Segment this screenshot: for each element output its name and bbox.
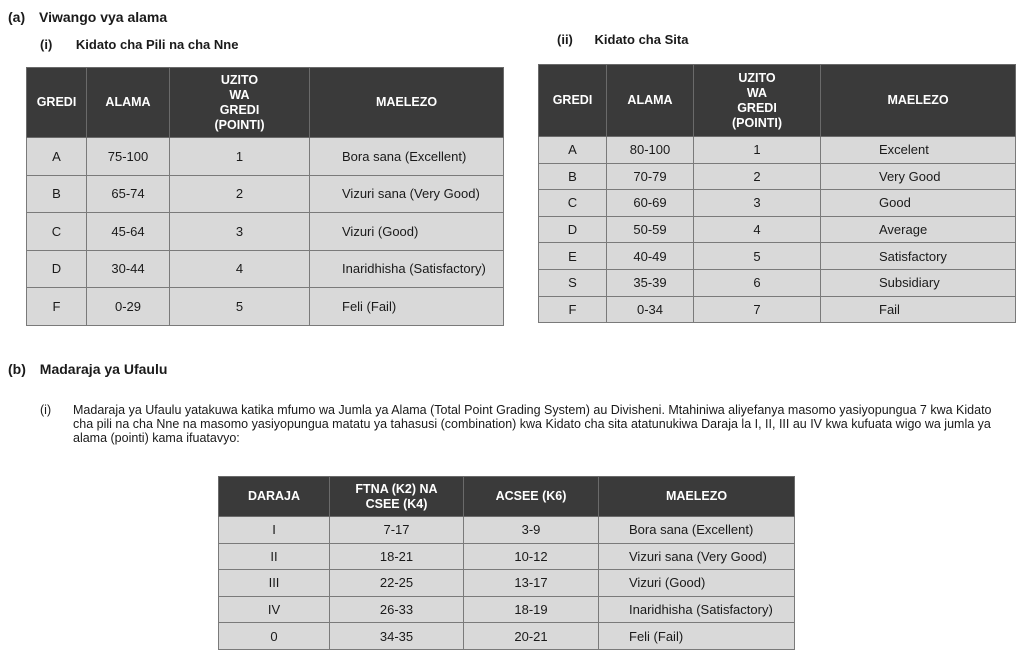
cell-marks: 45-64 [87, 213, 170, 251]
subsection-ii-title: Kidato cha Sita [594, 32, 689, 47]
table-row [219, 570, 795, 597]
cell-ftna-csee-range: 22-25 [330, 570, 464, 597]
cell-ftna-csee-range: 18-21 [330, 543, 464, 570]
table-row [219, 543, 795, 570]
section-a-label: (a) [8, 9, 26, 25]
cell-grade: C [539, 190, 607, 217]
header-ftna-line: CSEE (K4) [365, 496, 428, 511]
cell-marks: 0-29 [87, 288, 170, 326]
cell-grade: D [539, 216, 607, 243]
grade-table-form-6 [538, 64, 1016, 323]
header-uzito [694, 65, 821, 137]
cell-marks: 30-44 [87, 250, 170, 288]
table-row [539, 269, 1016, 296]
cell-grade: B [27, 175, 87, 213]
cell-description: Fail [821, 296, 1016, 323]
cell-description: Satisfactory [821, 243, 1016, 270]
table-row [219, 623, 795, 650]
cell-points: 3 [170, 213, 310, 251]
cell-points: 2 [694, 163, 821, 190]
section-b-label: (b) [8, 361, 26, 377]
cell-ftna-csee-range: 26-33 [330, 596, 464, 623]
header-gredi: GREDI [539, 65, 607, 137]
table-row [219, 596, 795, 623]
subsection-ii-heading [557, 32, 688, 47]
cell-marks: 75-100 [87, 138, 170, 176]
cell-description: Subsidiary [821, 269, 1016, 296]
cell-points: 1 [170, 138, 310, 176]
cell-marks: 70-79 [607, 163, 694, 190]
header-maelezo: MAELEZO [599, 477, 795, 517]
table-row [27, 288, 504, 326]
cell-division: I [219, 517, 330, 544]
paragraph-line: alama (pointi) kama ifuatavyo: [73, 431, 240, 445]
cell-description: Vizuri (Good) [599, 570, 795, 597]
header-uzito-line: (POINTI) [732, 115, 782, 130]
header-daraja: DARAJA [219, 477, 330, 517]
cell-acsee-range: 3-9 [464, 517, 599, 544]
cell-description: Vizuri sana (Very Good) [310, 175, 504, 213]
cell-ftna-csee-range: 7-17 [330, 517, 464, 544]
header-uzito-line: (POINTI) [214, 117, 265, 132]
cell-points: 2 [170, 175, 310, 213]
subsection-i-title: Kidato cha Pili na cha Nne [75, 37, 239, 52]
cell-description: Bora sana (Excellent) [599, 517, 795, 544]
table-header-row [27, 68, 504, 138]
cell-marks: 40-49 [607, 243, 694, 270]
table-row [27, 138, 504, 176]
header-ftna-csee [330, 477, 464, 517]
cell-division: III [219, 570, 330, 597]
subsection-i-label: (i) [40, 37, 53, 52]
cell-marks: 60-69 [607, 190, 694, 217]
cell-points: 4 [694, 216, 821, 243]
cell-grade: D [27, 250, 87, 288]
table-row [539, 137, 1016, 164]
header-uzito-line: UZITO [220, 72, 259, 87]
cell-ftna-csee-range: 34-35 [330, 623, 464, 650]
cell-grade: F [539, 296, 607, 323]
subsection-i-heading [40, 37, 238, 52]
header-uzito-line: WA [229, 87, 250, 102]
cell-grade: C [27, 213, 87, 251]
section-b-title: Madaraja ya Ufaulu [39, 361, 168, 377]
table-row [539, 216, 1016, 243]
cell-points: 5 [170, 288, 310, 326]
division-table [218, 476, 795, 650]
cell-points: 6 [694, 269, 821, 296]
cell-grade: B [539, 163, 607, 190]
cell-grade: F [27, 288, 87, 326]
header-uzito-line: GREDI [737, 100, 777, 115]
cell-points: 5 [694, 243, 821, 270]
table-row [539, 190, 1016, 217]
header-acsee: ACSEE (K6) [464, 477, 599, 517]
cell-description: Very Good [821, 163, 1016, 190]
item-i-label: (i) [40, 403, 52, 417]
cell-description: Inaridhisha (Satisfactory) [310, 250, 504, 288]
table-row [219, 517, 795, 544]
cell-description: Vizuri (Good) [310, 213, 504, 251]
cell-acsee-range: 13-17 [464, 570, 599, 597]
table-header-row [539, 65, 1016, 137]
header-uzito-line: GREDI [219, 102, 260, 117]
cell-division: IV [219, 596, 330, 623]
cell-grade: E [539, 243, 607, 270]
cell-description: Inaridhisha (Satisfactory) [599, 596, 795, 623]
table-row [539, 296, 1016, 323]
header-maelezo: MAELEZO [310, 68, 504, 138]
cell-description: Feli (Fail) [599, 623, 795, 650]
cell-marks: 35-39 [607, 269, 694, 296]
header-alama: ALAMA [607, 65, 694, 137]
grade-table-form-2-4 [26, 67, 504, 326]
paragraph-line: cha pili na cha Nne na masomo yasiyopungua matatu ya tahasusi (combination) kwa Kidato cha sita atatunukiwa Daraja la I, II, III au IV kwa kufuata wigo wa jumla ya [73, 417, 991, 431]
table-row [539, 163, 1016, 190]
header-maelezo: MAELEZO [821, 65, 1016, 137]
table-row [27, 250, 504, 288]
section-b-heading [8, 361, 167, 377]
cell-marks: 65-74 [87, 175, 170, 213]
paragraph-line: Madaraja ya Ufaulu yatakuwa katika mfumo wa Jumla ya Alama (Total Point Grading System) au Divisheni. Mtahiniwa aliyefanya masomo yasiyopungua 7 kwa Kidato [73, 403, 992, 417]
header-uzito-line: WA [746, 85, 768, 100]
cell-marks: 50-59 [607, 216, 694, 243]
cell-points: 1 [694, 137, 821, 164]
cell-description: Vizuri sana (Very Good) [599, 543, 795, 570]
table-row [539, 243, 1016, 270]
cell-description: Feli (Fail) [310, 288, 504, 326]
cell-division: II [219, 543, 330, 570]
subsection-ii-label: (ii) [557, 32, 573, 47]
cell-division: 0 [219, 623, 330, 650]
cell-marks: 80-100 [607, 137, 694, 164]
cell-acsee-range: 20-21 [464, 623, 599, 650]
cell-acsee-range: 18-19 [464, 596, 599, 623]
cell-acsee-range: 10-12 [464, 543, 599, 570]
cell-points: 7 [694, 296, 821, 323]
header-alama: ALAMA [87, 68, 170, 138]
cell-description: Good [821, 190, 1016, 217]
header-gredi: GREDI [27, 68, 87, 138]
section-a-heading [8, 9, 167, 25]
header-uzito-line: UZITO [738, 70, 776, 85]
header-uzito [170, 68, 310, 138]
cell-grade: A [539, 137, 607, 164]
cell-description: Bora sana (Excellent) [310, 138, 504, 176]
cell-points: 4 [170, 250, 310, 288]
header-ftna-line: FTNA (K2) NA [355, 481, 438, 496]
cell-marks: 0-34 [607, 296, 694, 323]
cell-points: 3 [694, 190, 821, 217]
cell-description: Average [821, 216, 1016, 243]
item-i-paragraph [73, 403, 1024, 445]
section-a-title: Viwango vya alama [39, 9, 168, 25]
table-header-row [219, 477, 795, 517]
cell-grade: S [539, 269, 607, 296]
table-row [27, 213, 504, 251]
cell-grade: A [27, 138, 87, 176]
table-row [27, 175, 504, 213]
cell-description: Excelent [821, 137, 1016, 164]
